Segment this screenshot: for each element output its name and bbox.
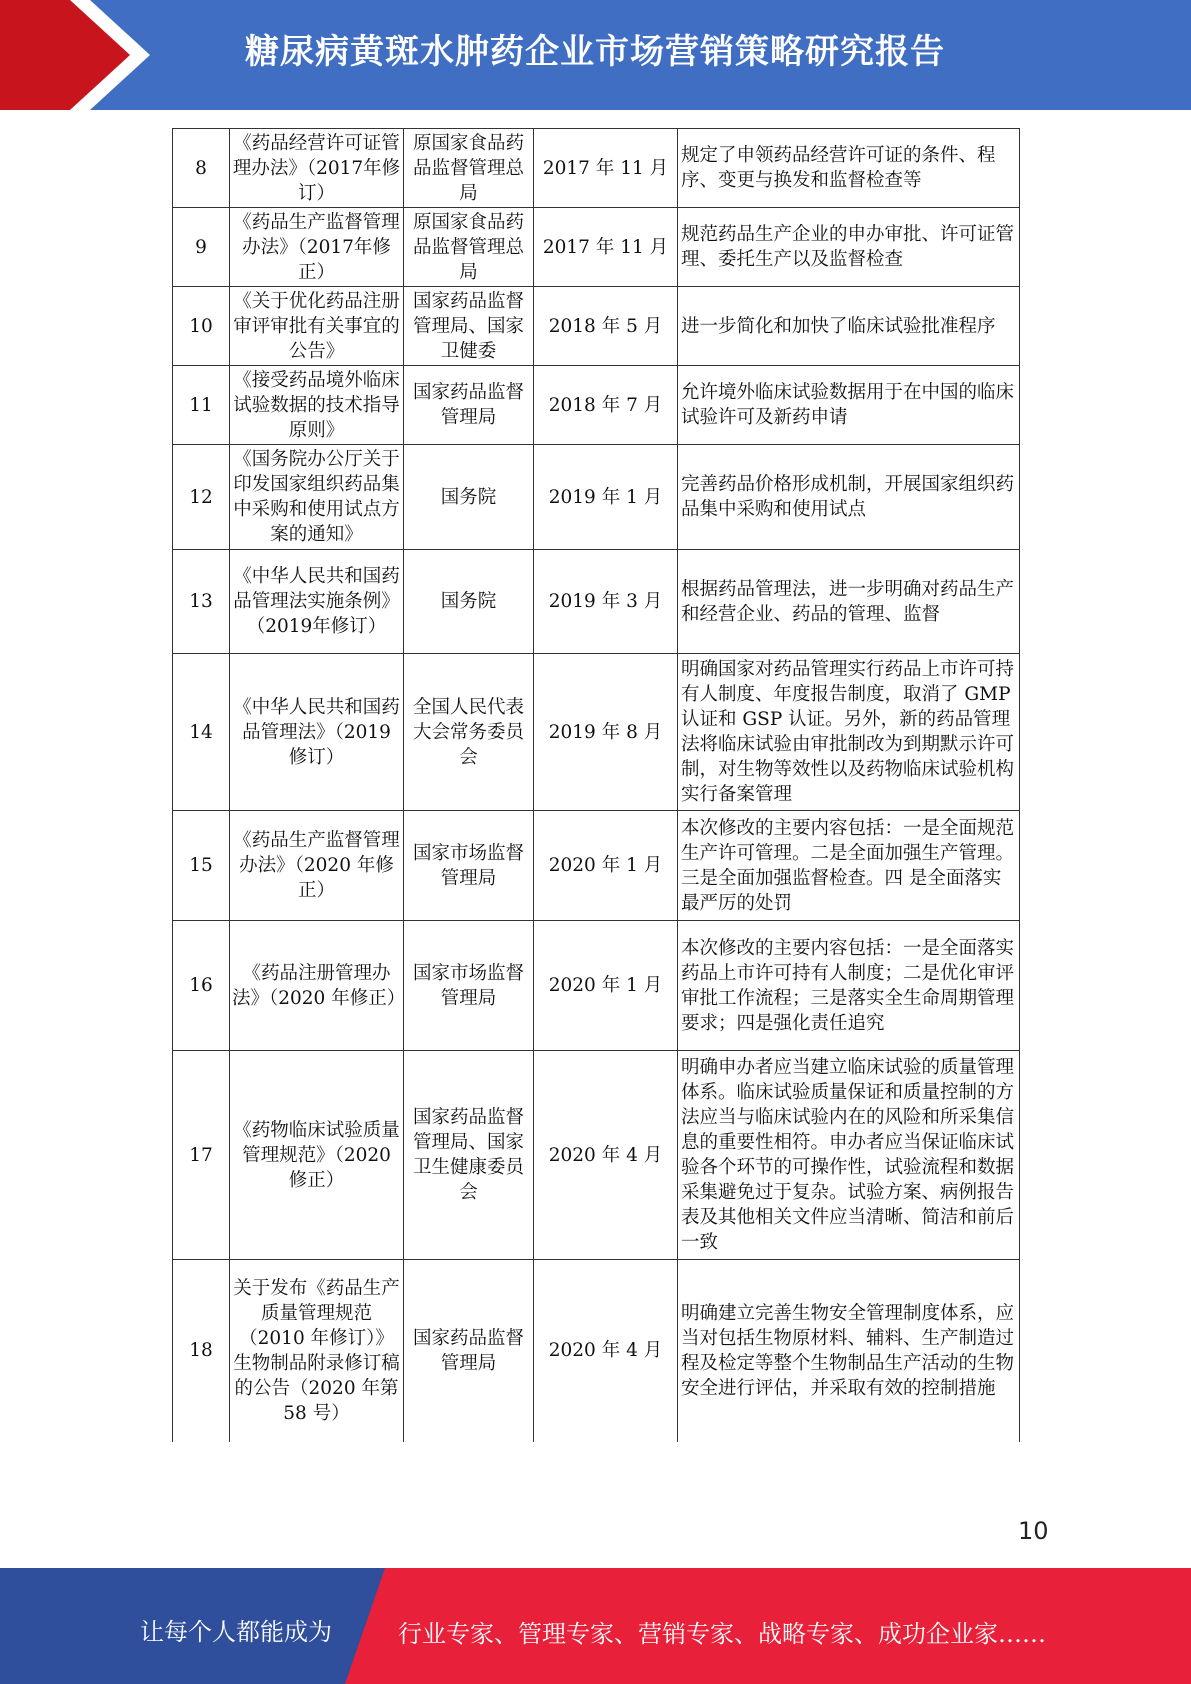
issuing-authority: 原国家食品药品监督管理总局 — [404, 129, 534, 208]
regulation-description: 本次修改的主要内容包括：一是全面规范生产许可管理。二是全面加强生产管理。三是全面加强监督检查。四 是全面落实最严厉的处罚 — [678, 811, 1020, 921]
regulation-description: 规范药品生产企业的申办审批、许可证管理、委托生产以及监督检查 — [678, 208, 1020, 287]
row-number: 18 — [173, 1260, 230, 1442]
regulation-name: 《药品生产监督管理办法》（2020 年修正） — [230, 811, 404, 921]
table-row — [173, 366, 1020, 445]
row-number: 11 — [173, 366, 230, 445]
header-chevron-decoration — [0, 0, 150, 110]
row-number: 8 — [173, 129, 230, 208]
regulation-description: 本次修改的主要内容包括：一是全面落实药品上市许可持有人制度；二是优化审评审批工作流程；三是落实全生命周期管理要求；四是强化责任追究 — [678, 921, 1020, 1051]
issue-date: 2020 年 1 月 — [534, 811, 678, 921]
regulation-description: 规定了申领药品经营许可证的条件、程序、变更与换发和监督检查等 — [678, 129, 1020, 208]
issue-date: 2019 年 8 月 — [534, 654, 678, 811]
regulation-name: 《关于优化药品注册审评审批有关事宜的公告》 — [230, 287, 404, 366]
regulation-table-wrapper — [172, 128, 1019, 1442]
regulation-name: 关于发布《药品生产质量管理规范（2010 年修订）》生物制品附录修订稿的公告（2020 年第 58 号） — [230, 1260, 404, 1442]
issue-date: 2018 年 5 月 — [534, 287, 678, 366]
issue-date: 2020 年 4 月 — [534, 1260, 678, 1442]
regulation-name: 《国务院办公厅关于印发国家组织药品集中采购和使用试点方案的通知》 — [230, 445, 404, 550]
table-row — [173, 811, 1020, 921]
issuing-authority: 国家药品监督管理局、国家卫健委 — [404, 287, 534, 366]
row-number: 12 — [173, 445, 230, 550]
issue-date: 2018 年 7 月 — [534, 366, 678, 445]
row-number: 16 — [173, 921, 230, 1051]
regulation-name: 《药物临床试验质量管理规范》（2020 修正） — [230, 1051, 404, 1260]
row-number: 14 — [173, 654, 230, 811]
regulation-name: 《药品经营许可证管理办法》（2017年修订） — [230, 129, 404, 208]
regulation-description: 进一步简化和加快了临床试验批准程序 — [678, 287, 1020, 366]
regulation-name: 《药品注册管理办法》（2020 年修正） — [230, 921, 404, 1051]
regulation-description: 明确建立完善生物安全管理制度体系，应当对包括生物原材料、辅料、生产制造过程及检定等整个生物制品生产活动的生物安全进行评估，并采取有效的控制措施 — [678, 1260, 1020, 1442]
table-row — [173, 654, 1020, 811]
issuing-authority: 原国家食品药品监督管理总局 — [404, 208, 534, 287]
regulation-name: 《接受药品境外临床试验数据的技术指导原则》 — [230, 366, 404, 445]
issuing-authority: 国家市场监督管理局 — [404, 921, 534, 1051]
issuing-authority: 国家市场监督管理局 — [404, 811, 534, 921]
table-row — [173, 550, 1020, 654]
issue-date: 2019 年 3 月 — [534, 550, 678, 654]
table-row — [173, 921, 1020, 1051]
page-number: 10 — [1018, 1517, 1049, 1545]
regulation-description: 完善药品价格形成机制，开展国家组织药品集中采购和使用试点 — [678, 445, 1020, 550]
issuing-authority: 国务院 — [404, 445, 534, 550]
issue-date: 2017 年 11 月 — [534, 129, 678, 208]
regulation-description: 允许境外临床试验数据用于在中国的临床试验许可及新药申请 — [678, 366, 1020, 445]
footer-slogan-right: 行业专家、管理专家、营销专家、战略专家、成功企业家…… — [398, 1620, 1046, 1648]
regulation-description: 明确申办者应当建立临床试验的质量管理体系。临床试验质量保证和质量控制的方法应当与临床试验内在的风险和所采集信息的重要性相符。申办者应当保证临床试验各个环节的可操作性，试验流程和数据采集避免过于复杂。试验方案、病例报告表及其他相关文件应当清晰、简洁和前后一致 — [678, 1051, 1020, 1260]
regulation-name: 《中华人民共和国药品管理法》（2019 修订） — [230, 654, 404, 811]
issue-date: 2017 年 11 月 — [534, 208, 678, 287]
table-row — [173, 287, 1020, 366]
issuing-authority: 国家药品监督管理局 — [404, 1260, 534, 1442]
row-number: 15 — [173, 811, 230, 921]
issuing-authority: 国家药品监督管理局、国家卫生健康委员会 — [404, 1051, 534, 1260]
row-number: 9 — [173, 208, 230, 287]
report-title: 糖尿病黄斑水肿药企业市场营销策略研究报告 — [245, 32, 945, 72]
table-row — [173, 445, 1020, 550]
regulation-description: 根据药品管理法，进一步明确对药品生产和经营企业、药品的管理、监督 — [678, 550, 1020, 654]
page-header — [0, 0, 1191, 110]
regulation-name: 《中华人民共和国药品管理法实施条例》（2019年修订） — [230, 550, 404, 654]
issuing-authority: 全国人民代表大会常务委员会 — [404, 654, 534, 811]
issue-date: 2019 年 1 月 — [534, 445, 678, 550]
row-number: 13 — [173, 550, 230, 654]
issuing-authority: 国务院 — [404, 550, 534, 654]
table-row — [173, 1260, 1020, 1442]
row-number: 17 — [173, 1051, 230, 1260]
issue-date: 2020 年 4 月 — [534, 1051, 678, 1260]
table-row — [173, 208, 1020, 287]
issuing-authority: 国家药品监督管理局 — [404, 366, 534, 445]
table-row — [173, 129, 1020, 208]
footer-slogan-left: 让每个人都能成为 — [140, 1618, 332, 1646]
regulation-table — [172, 128, 1020, 1442]
regulation-description: 明确国家对药品管理实行药品上市许可持有人制度、年度报告制度，取消了 GMP 认证和 GSP 认证。另外，新的药品管理法将临床试验由审批制改为到期默示许可制，对生物等效性以及药物临床试验机构实行备案管理 — [678, 654, 1020, 811]
row-number: 10 — [173, 287, 230, 366]
issue-date: 2020 年 1 月 — [534, 921, 678, 1051]
table-row — [173, 1051, 1020, 1260]
regulation-name: 《药品生产监督管理办法》（2017年修正） — [230, 208, 404, 287]
